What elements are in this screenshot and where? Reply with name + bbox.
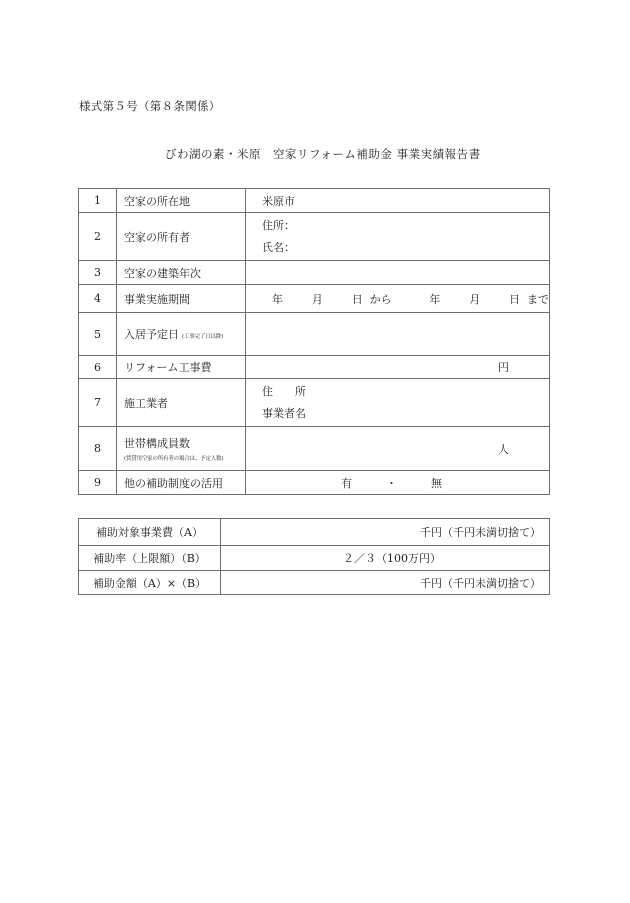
row-number: 2 [79, 213, 117, 261]
table-row [79, 519, 550, 546]
row-label-household [117, 427, 246, 471]
row-number: 8 [79, 427, 117, 471]
table-row [79, 427, 550, 471]
person-unit: 人 [498, 442, 509, 456]
build-year-field[interactable] [246, 261, 550, 285]
option-no[interactable]: 無 [431, 476, 442, 490]
table-row [79, 213, 550, 261]
subsidy-target-cost-label: 補助対象事業費（A） [79, 519, 221, 546]
report-table [78, 188, 550, 495]
location-field[interactable]: 米原市 [246, 189, 550, 213]
move-in-date-field[interactable] [246, 313, 550, 356]
option-separator: ・ [386, 476, 397, 490]
household-label: 世帯構成員数 [124, 437, 190, 450]
until-label: まで [526, 292, 549, 306]
owner-field[interactable] [246, 213, 550, 261]
yen-unit: 円 [498, 361, 509, 374]
household-note: (賃貸用空家の所有者の場合は、予定人数) [124, 456, 224, 462]
table-row [79, 313, 550, 356]
row-number: 9 [79, 471, 117, 495]
move-in-date-label: 入居予定日 [124, 328, 179, 341]
table-row [79, 261, 550, 285]
subsidy-amount-field[interactable]: 千円（千円未満切捨て） [221, 571, 550, 595]
row-label-reform-cost: リフォーム工事費 [117, 356, 246, 379]
other-subsidy-field [246, 471, 550, 495]
start-month-label: 月 [311, 292, 323, 306]
row-label-owner: 空家の所有者 [117, 213, 246, 261]
row-label-move-in-date [117, 313, 246, 356]
table-row [79, 571, 550, 595]
owner-name-label: 氏名： [262, 240, 295, 254]
other-subsidy-options [246, 475, 549, 491]
period-group [246, 291, 549, 307]
row-label-period: 事業実施期間 [117, 285, 246, 313]
subsidy-amount-label: 補助金額（A）×（B） [79, 571, 221, 595]
start-day-label: 日 [351, 292, 363, 306]
owner-address-label: 住所： [262, 218, 295, 232]
row-number: 7 [79, 379, 117, 427]
household-field[interactable] [246, 427, 550, 471]
row-number: 3 [79, 261, 117, 285]
row-label-other-subsidy: 他の補助制度の活用 [117, 471, 246, 495]
reform-cost-field[interactable] [246, 356, 550, 379]
contractor-address-label: 住 所 [262, 384, 306, 398]
table-row [79, 379, 550, 427]
row-number: 6 [79, 356, 117, 379]
end-day-label: 日 [509, 292, 521, 306]
move-in-date-note: (工事完了日以降) [182, 334, 223, 340]
table-row [79, 285, 550, 313]
subsidy-rate-label: 補助率（上限額）（B） [79, 546, 221, 571]
table-row [79, 546, 550, 571]
row-number: 4 [79, 285, 117, 313]
row-number: 5 [79, 313, 117, 356]
contractor-business-name-label: 事業者名 [262, 406, 306, 420]
subsidy-rate-value: ２／３（100万円） [221, 546, 550, 571]
table-row [79, 189, 550, 213]
end-month-label: 月 [469, 292, 481, 306]
form-number: 様式第５号（第８条関係） [79, 99, 221, 113]
period-field[interactable] [246, 285, 550, 313]
row-number: 1 [79, 189, 117, 213]
row-label-build-year: 空家の建築年次 [117, 261, 246, 285]
end-year-label: 年 [429, 292, 441, 306]
subsidy-target-cost-field[interactable]: 千円（千円未満切捨て） [221, 519, 550, 546]
table-row [79, 471, 550, 495]
contractor-field[interactable] [246, 379, 550, 427]
document-title: びわ湖の素・米原 空家リフォーム補助金 事業実績報告書 [165, 147, 481, 161]
start-year-label: 年 [272, 292, 283, 306]
from-label: から [369, 292, 392, 306]
row-label-location: 空家の所在地 [117, 189, 246, 213]
subsidy-table [78, 518, 550, 595]
row-label-contractor: 施工業者 [117, 379, 246, 427]
option-yes[interactable]: 有 [341, 476, 352, 490]
table-row [79, 356, 550, 379]
